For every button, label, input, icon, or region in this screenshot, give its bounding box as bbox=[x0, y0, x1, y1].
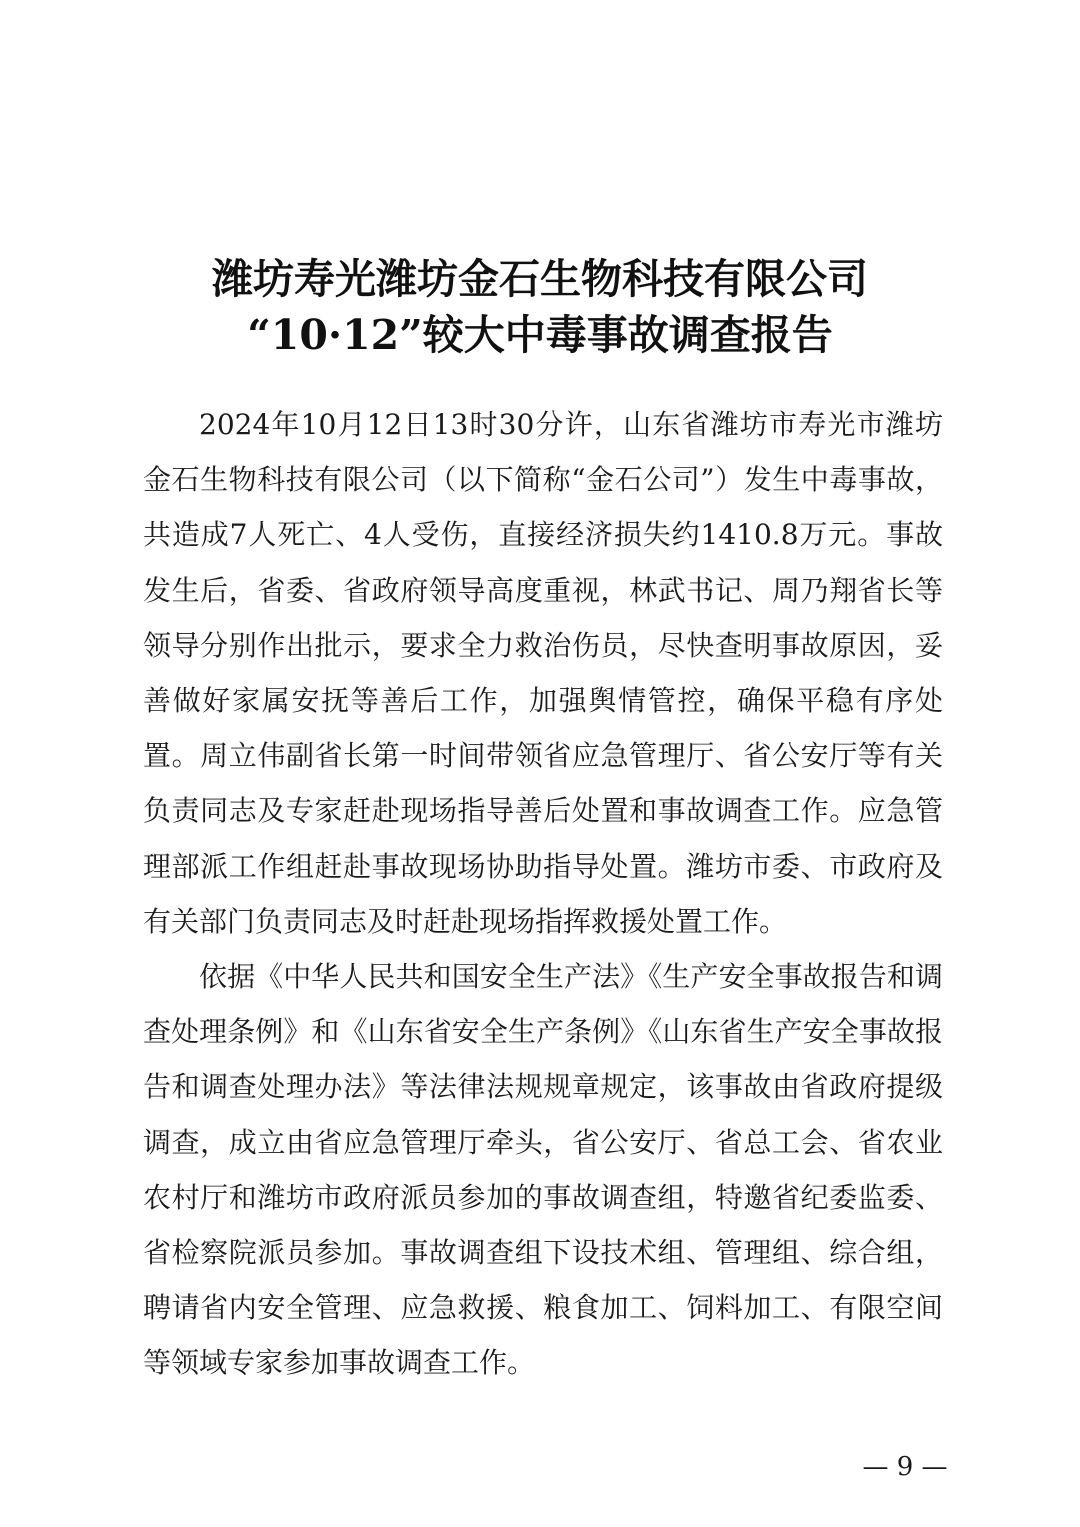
page-number: — 9 — bbox=[862, 1452, 948, 1482]
body-paragraph-1: 2024年10月12日13时30分许，山东省潍坊市寿光市潍坊金石生物科技有限公司（以下简称“金石公司”）发生中毒事故，共造成7人死亡、4人受伤，直接经济损失约1410.8万元。事故发生后，省委、省政府领导高度重视，林武书记、周乃翔省长等领导分别作出批示，要求全力救治伤员，尽快查明事故原因，妥善做好家属安抚等善后工作，加强舆情管控，确保平稳有序处置。周立伟副省长第一时间带领省应急管理厅、省公安厅等有关负责同志及专家赶赴现场指导善后处置和事故调查工作。应急管理部派工作组赶赴事故现场协助指导处置。潍坊市委、市政府及有关部门负责同志及时赶赴现场指挥救援处置工作。 bbox=[143, 408, 943, 938]
report-title-line-1: 潍坊寿光潍坊金石生物科技有限公司 bbox=[212, 255, 868, 303]
report-title-line-2: “10·12”较大中毒事故调查报告 bbox=[247, 311, 833, 359]
body-paragraph-2: 依据《中华人民共和国安全生产法》《生产安全事故报告和调查处理条例》和《山东省安全生产条例》《山东省生产安全事故报告和调查处理办法》等法律法规规章规定，该事故由省政府提级调查，成立由省应急管理厅牵头，省公安厅、省总工会、省农业农村厅和潍坊市政府派员参加的事故调查组，特邀省纪委监委、省检察院派员参加。事故调查组下设技术组、管理组、综合组，聘请省内安全管理、应急救援、粮食加工、饲料加工、有限空间等领域专家参加事故调查工作。 bbox=[143, 960, 943, 1380]
